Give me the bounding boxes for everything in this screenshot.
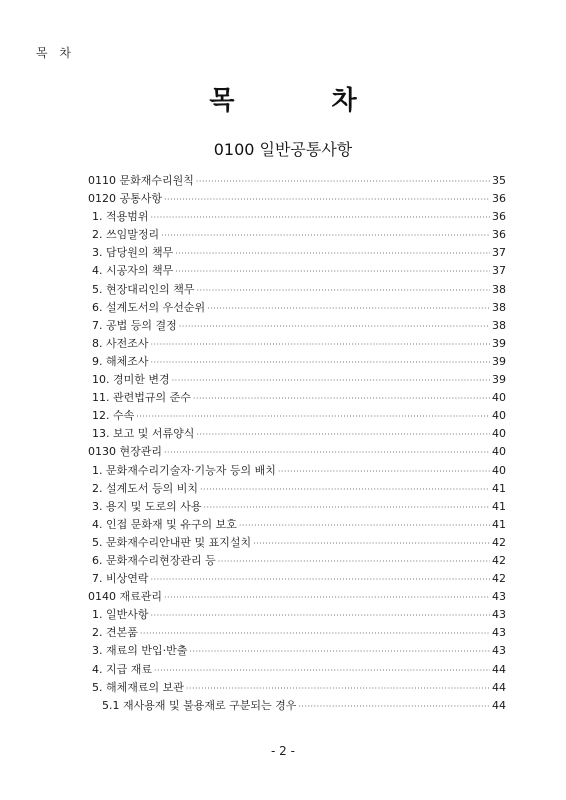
toc-entry-page: 39 bbox=[492, 354, 506, 368]
toc-entry-label: 2. 쓰임말정리 bbox=[92, 228, 160, 242]
toc-entry[interactable] bbox=[88, 588, 506, 606]
toc-leader-dots bbox=[136, 407, 490, 426]
toc-entry-page: 43 bbox=[492, 590, 506, 604]
toc-entry[interactable] bbox=[88, 262, 506, 280]
running-header: 목 차 bbox=[36, 46, 75, 60]
toc-entry[interactable] bbox=[88, 335, 506, 353]
toc-entry-page: 38 bbox=[492, 282, 506, 296]
table-of-contents bbox=[88, 172, 506, 715]
toc-entry[interactable] bbox=[88, 498, 506, 516]
toc-entry-page: 42 bbox=[492, 553, 506, 567]
toc-entry-page: 35 bbox=[492, 174, 506, 187]
toc-entry[interactable] bbox=[88, 679, 506, 697]
toc-entry[interactable] bbox=[88, 480, 506, 498]
toc-entry-label: 0130 현장관리 bbox=[88, 445, 162, 459]
toc-entry[interactable] bbox=[88, 425, 506, 443]
toc-entry[interactable] bbox=[88, 552, 506, 570]
toc-entry[interactable] bbox=[88, 208, 506, 226]
toc-entry-label: 2. 설계도서 등의 비치 bbox=[92, 481, 198, 495]
toc-entry[interactable] bbox=[88, 353, 506, 371]
toc-entry-page: 44 bbox=[492, 662, 506, 676]
toc-leader-dots bbox=[164, 443, 490, 462]
toc-entry-page: 40 bbox=[492, 409, 506, 423]
toc-entry-page: 37 bbox=[492, 246, 506, 260]
toc-leader-dots bbox=[140, 624, 490, 643]
toc-entry-page: 36 bbox=[492, 192, 506, 206]
toc-leader-dots bbox=[253, 534, 490, 553]
toc-leader-dots bbox=[154, 661, 490, 680]
toc-entry-label: 6. 설계도서의 우선순위 bbox=[92, 300, 206, 314]
toc-leader-dots bbox=[151, 353, 491, 372]
toc-entry-page: 41 bbox=[492, 481, 506, 495]
toc-leader-dots bbox=[189, 642, 490, 661]
toc-entry-page: 43 bbox=[492, 626, 506, 640]
toc-entry-page: 37 bbox=[492, 264, 506, 278]
toc-entry-label: 4. 인접 문화재 및 유구의 보호 bbox=[92, 517, 237, 531]
toc-entry[interactable] bbox=[88, 516, 506, 534]
toc-entry-label: 0140 재료관리 bbox=[88, 590, 162, 604]
toc-leader-dots bbox=[164, 190, 490, 209]
toc-leader-dots bbox=[175, 244, 490, 263]
toc-entry-page: 43 bbox=[492, 644, 506, 658]
toc-entry-page: 43 bbox=[492, 608, 506, 622]
toc-entry-label: 9. 해체조사 bbox=[92, 354, 149, 368]
toc-entry-page: 44 bbox=[492, 680, 506, 694]
toc-entry-label: 5. 문화재수리안내판 및 표지설치 bbox=[92, 535, 252, 549]
toc-entry-label: 2. 견본품 bbox=[92, 626, 138, 640]
toc-entry-label: 1. 문화재수리기술자·기능자 등의 배치 bbox=[92, 463, 276, 477]
toc-leader-dots bbox=[204, 498, 491, 517]
toc-leader-dots bbox=[218, 552, 490, 571]
toc-entry[interactable] bbox=[88, 317, 506, 335]
toc-entry-page: 40 bbox=[492, 445, 506, 459]
toc-entry-page: 41 bbox=[492, 499, 506, 513]
section-title: 0100 일반공통사항 bbox=[213, 140, 353, 159]
toc-entry-label: 8. 사전조사 bbox=[92, 336, 149, 350]
toc-entry-label: 1. 적용범위 bbox=[92, 210, 149, 224]
toc-leader-dots bbox=[164, 588, 490, 607]
toc-entry-page: 38 bbox=[492, 318, 506, 332]
toc-entry-page: 39 bbox=[492, 336, 506, 350]
toc-entry-label: 0110 문화재수리원칙 bbox=[88, 174, 194, 187]
toc-entry-page: 42 bbox=[492, 535, 506, 549]
toc-entry[interactable] bbox=[88, 624, 506, 642]
toc-leader-dots bbox=[186, 679, 490, 698]
toc-leader-dots bbox=[179, 317, 490, 336]
toc-entry-page: 44 bbox=[492, 698, 506, 712]
toc-entry-page: 36 bbox=[492, 228, 506, 242]
toc-entry-label: 13. 보고 및 서류양식 bbox=[92, 427, 195, 441]
toc-entry-label: 10. 경미한 변경 bbox=[92, 373, 170, 387]
toc-entry-label: 0120 공통사항 bbox=[88, 192, 162, 206]
toc-leader-dots bbox=[151, 208, 491, 227]
toc-leader-dots bbox=[151, 335, 491, 354]
toc-entry-page: 36 bbox=[492, 210, 506, 224]
toc-leader-dots bbox=[193, 389, 490, 408]
toc-entry[interactable] bbox=[88, 371, 506, 389]
toc-entry-label: 7. 비상연락 bbox=[92, 572, 149, 586]
toc-entry[interactable] bbox=[88, 534, 506, 552]
toc-entry-page: 40 bbox=[492, 427, 506, 441]
toc-entry[interactable] bbox=[88, 462, 506, 480]
toc-leader-dots bbox=[200, 480, 490, 499]
toc-entry-page: 39 bbox=[492, 373, 506, 387]
toc-entry[interactable] bbox=[88, 697, 506, 715]
toc-leader-dots bbox=[151, 606, 491, 625]
toc-entry[interactable] bbox=[88, 190, 506, 208]
page-number: - 2 - bbox=[271, 744, 295, 758]
toc-leader-dots bbox=[196, 425, 490, 444]
toc-entry[interactable] bbox=[88, 389, 506, 407]
toc-entry[interactable] bbox=[88, 642, 506, 660]
toc-entry-label: 4. 시공자의 책무 bbox=[92, 264, 174, 278]
toc-entry[interactable] bbox=[88, 661, 506, 679]
toc-leader-dots bbox=[207, 299, 490, 318]
toc-entry-label: 3. 담당원의 책무 bbox=[92, 246, 174, 260]
toc-entry[interactable] bbox=[88, 281, 506, 299]
toc-entry-page: 40 bbox=[492, 391, 506, 405]
toc-entry-label: 6. 문화재수리현장관리 등 bbox=[92, 553, 216, 567]
toc-entry-label: 11. 관련법규의 준수 bbox=[92, 391, 191, 405]
toc-leader-dots bbox=[298, 697, 490, 716]
toc-entry[interactable] bbox=[88, 299, 506, 317]
toc-entry[interactable] bbox=[88, 407, 506, 425]
toc-entry[interactable] bbox=[88, 172, 506, 190]
toc-entry-label: 3. 재료의 반입·반출 bbox=[92, 644, 188, 658]
toc-entry-label: 3. 용지 및 도로의 사용 bbox=[92, 499, 202, 513]
toc-entry-label: 5. 해체재료의 보관 bbox=[92, 680, 184, 694]
toc-leader-dots bbox=[239, 516, 490, 535]
toc-entry-label: 5. 현장대리인의 책무 bbox=[92, 282, 195, 296]
toc-entry-page: 40 bbox=[492, 463, 506, 477]
toc-leader-dots bbox=[161, 226, 490, 245]
toc-leader-dots bbox=[175, 262, 490, 281]
toc-entry[interactable] bbox=[88, 244, 506, 262]
toc-entry[interactable] bbox=[88, 570, 506, 588]
page-title: 목 차 bbox=[209, 86, 401, 116]
toc-leader-dots bbox=[151, 570, 491, 589]
toc-entry-label: 1. 일반사항 bbox=[92, 608, 149, 622]
toc-leader-dots bbox=[278, 462, 490, 481]
toc-entry[interactable] bbox=[88, 226, 506, 244]
toc-entry-page: 41 bbox=[492, 517, 506, 531]
toc-entry[interactable] bbox=[88, 443, 506, 461]
toc-entry-page: 42 bbox=[492, 572, 506, 586]
toc-entry-label: 12. 수속 bbox=[92, 409, 135, 423]
toc-entry-page: 38 bbox=[492, 300, 506, 314]
toc-entry-label: 7. 공법 등의 결정 bbox=[92, 318, 177, 332]
toc-entry-label: 4. 지급 재료 bbox=[92, 662, 152, 676]
toc-leader-dots bbox=[197, 281, 491, 300]
toc-leader-dots bbox=[196, 172, 490, 191]
toc-leader-dots bbox=[172, 371, 490, 390]
toc-entry-label: 5.1 재사용재 및 불용재로 구분되는 경우 bbox=[102, 698, 297, 712]
toc-entry[interactable] bbox=[88, 606, 506, 624]
